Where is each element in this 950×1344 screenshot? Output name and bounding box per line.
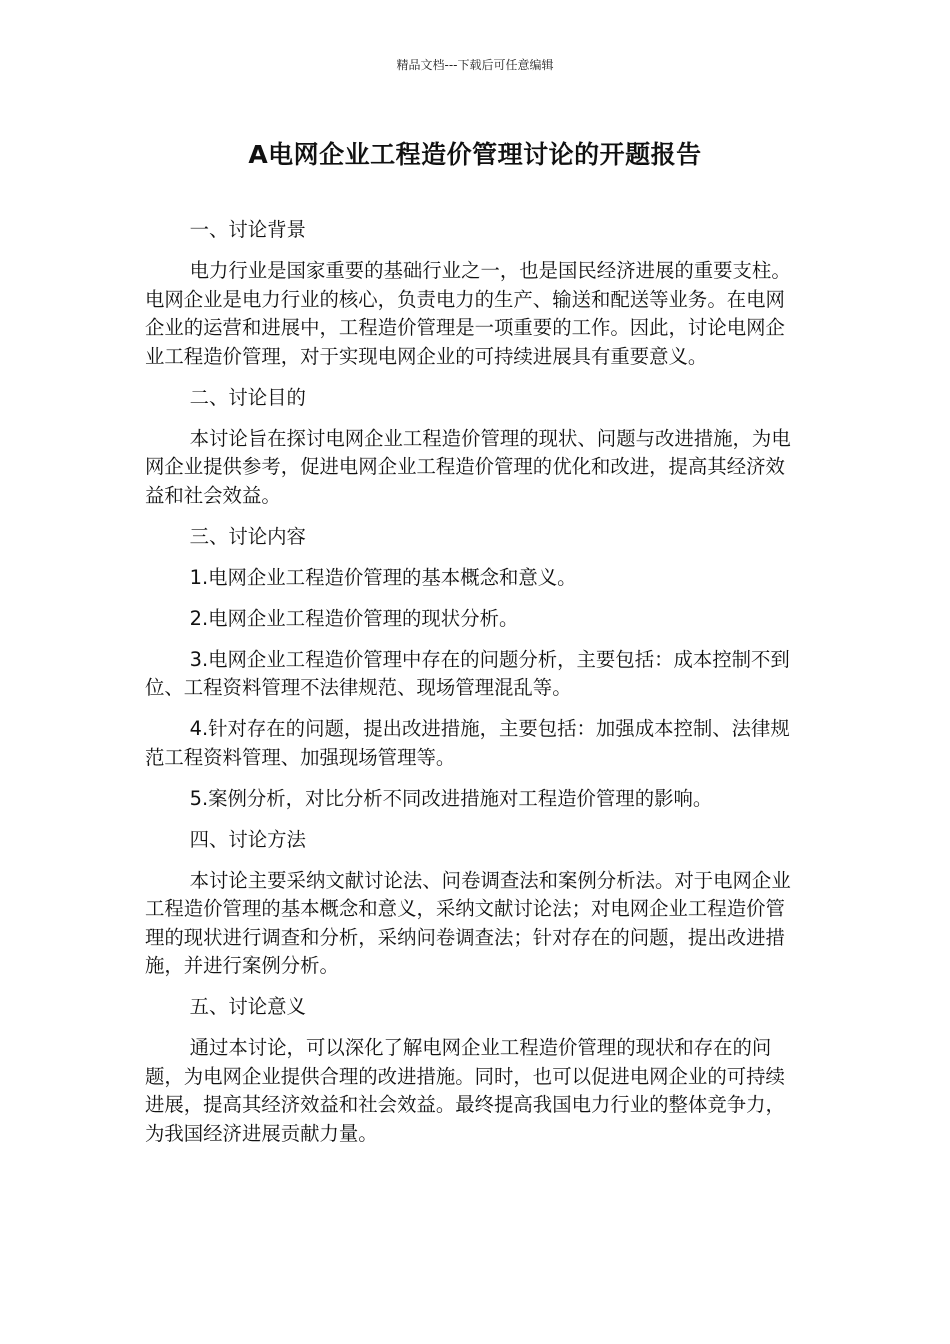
section-heading-background: 一、讨论背景 — [189, 218, 306, 241]
document-body — [145, 216, 800, 1161]
document-title: A电网企业工程造价管理讨论的开题报告 — [248, 140, 702, 169]
header-note: 精品文档---下载后可任意编辑 — [396, 58, 554, 72]
section-heading-content: 三、讨论内容 — [189, 524, 306, 548]
paragraph-method: 本讨论主要采纳文献讨论法、问卷调查法和案例分析法。对于电网企业工程造价管理的基本概念和意义，采纳文献讨论法；对电网企业工程造价管理的现状进行调查和分析，采纳问卷调查法；针对存在的问题，提出改进措施，并进行案例分析。 — [145, 868, 791, 977]
section-heading-purpose: 二、讨论目的 — [189, 385, 306, 409]
paragraph-significance: 通过本讨论，可以深化了解电网企业工程造价管理的现状和存在的问题，为电网企业提供合理的改进措施。同时，也可以促进电网企业的可持续进展，提高其经济效益和社会效益。最终提高我国电力行业的整体竞争力，为我国经济进展贡献力量。 — [145, 1036, 785, 1145]
section-heading-significance: 五、讨论意义 — [189, 995, 306, 1018]
list-item: 2.电网企业工程造价管理的现状分析。 — [189, 606, 519, 630]
paragraph-purpose: 本讨论旨在探讨电网企业工程造价管理的现状、问题与改进措施，为电网企业提供参考，促进电网企业工程造价管理的优化和改进，提高其经济效益和社会效益。 — [145, 426, 791, 507]
list-item: 3.电网企业工程造价管理中存在的问题分析，主要包括：成本控制不到位、工程资料管理不法律规范、现场管理混乱等。 — [145, 647, 790, 699]
list-item: 4.针对存在的问题，提出改进措施，主要包括：加强成本控制、法律规范工程资料管理、加强现场管理等。 — [145, 717, 790, 769]
paragraph-background: 电力行业是国家重要的基础行业之一，也是国民经济进展的重要支柱。电网企业是电力行业的核心，负责电力的生产、输送和配送等业务。在电网企业的运营和进展中，工程造价管理是一项重要的工作。因此，讨论电网企业工程造价管理，对于实现电网企业的可持续进展具有重要意义。 — [145, 259, 791, 368]
list-item: 1.电网企业工程造价管理的基本概念和意义。 — [189, 565, 577, 589]
section-heading-method: 四、讨论方法 — [189, 827, 306, 851]
list-item: 5.案例分析，对比分析不同改进措施对工程造价管理的影响。 — [189, 786, 713, 810]
